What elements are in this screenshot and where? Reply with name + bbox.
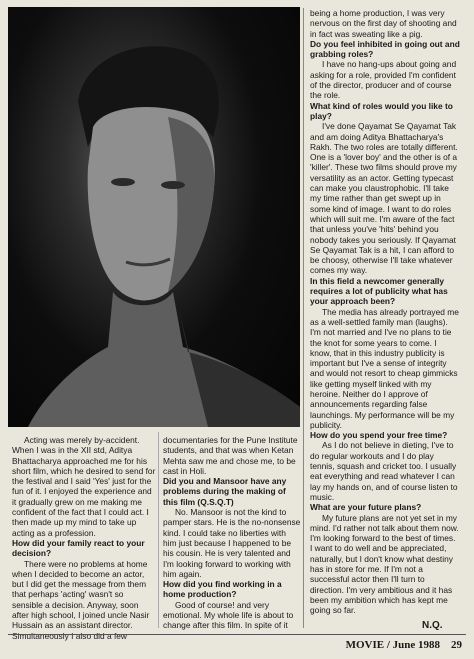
question: In this field a newcomer generally requires a lot of publicity what has your approach been?: [310, 275, 448, 307]
page-footer: [8, 634, 466, 653]
paragraph: being a home production, I was very nervous on the first day of shooting and in fact was sweating like a pig.: [310, 8, 457, 39]
paragraph: As I do not believe in dieting, I've to do regular workouts and I do play tennis, squash and cricket too. I usually eat everything and read whatever I can lay my hands on, and of course listen to music.: [310, 440, 458, 502]
question: How did you find working in a home production?: [163, 579, 282, 600]
paragraph: Good of course! and very emotional. My whole life is about to change after this film. In spite of it: [163, 599, 294, 631]
paragraph: I've done Qayamat Se Qayamat Tak and am doing Aditya Bhattacharya's Rakh. The two roles are totally different. One is a 'lover boy' and the other is of a 'killer'. These two films should prove my versatility as an actor. Getting typecast can make you claustrophobic. I'll take my time rather than get swept up in some kind of image. I want to do roles which will suit me. I'm aware of the fact that unless you've 'hits' behind you nobody takes you seriously. If Qayamat Se Qayamat Tak is a hit, I can afford to be choosy, otherwise I'll take whatever comes my way.: [310, 121, 458, 276]
paragraph: Acting was merely by-accident. When I was in the XII std, Aditya Bhattacharya approached me for his short film, which he desired to send for the festival and I said 'Yes' just for the fun of it. I enjoyed the experience and it gradually grew on me making me confident of the fact that I could act. I then made up my mind to take up acting as a profession.: [12, 435, 156, 538]
portrait-silhouette: [8, 7, 300, 427]
paragraph: The media has already portrayed me as a well-settled family man (laughs). I'm not married and I've no plans to tie the knot for some years to come. I know, that in this industry publicity is important but I've a sense of integrity and would not resort to cheap gimmicks like getting myself linked with my heroine. Neither do I approve of announcements regarding false launchings. My performance will be my publicity.: [310, 306, 459, 430]
question: Do you feel inhibited in going out and grabbing roles?: [310, 38, 460, 60]
article-column-1: [12, 435, 156, 641]
magazine-issue: MOVIE / June 1988: [345, 639, 440, 651]
question: How did your family react to your decision?: [12, 537, 145, 559]
paragraph: I have no hang-ups about going and asking for a role, provided I'm confident of the director, producer and of course the role.: [310, 59, 457, 101]
article-column-3: [310, 8, 460, 616]
page-number: 29: [451, 639, 462, 651]
article-column-2: [163, 435, 301, 631]
question: Did you and Mansoor have any problems during the making of this film (Q.S.Q.T): [163, 476, 287, 507]
paragraph: documentaries for the Pune Institute students, and that was when Ketan Mehta saw me and chose me, to be cast in Holi.: [163, 435, 298, 476]
question: What kind of roles would you like to play?: [310, 100, 453, 121]
question: What are your future plans?: [310, 502, 422, 513]
column-divider: [303, 8, 304, 628]
question: How do you spend your free time?: [310, 430, 448, 441]
column-divider-lower: [158, 432, 159, 628]
portrait-photo: [8, 7, 300, 427]
paragraph: My future plans are not yet set in my mind. I'd rather not talk about them now. I'm looking forward to the best of times. I want to do well and be appreciated, naturally, but I don't know what destiny has in store for me. If I'm not a successful actor then I'll turn to direction. I'm very ambitious and it has been my ambition which has kept me going so far.: [310, 512, 459, 616]
author-signature: N.Q.: [422, 620, 443, 631]
paragraph: There were no problems at home when I decided to become an actor, but I did get the message from them that perhaps 'acting' wasn't so sensible a decision. Anyway, soon after high school, I joined uncle Nasir Hussain as an assistant director. Simultaneously I also did a few: [12, 558, 150, 641]
paragraph: No. Mansoor is not the kind to pamper stars. He is the no-nonsense kind. I could take no liberties with him just because I happened to be his cousin. He is very talented and I'm looking forward to working with him again.: [163, 507, 301, 579]
